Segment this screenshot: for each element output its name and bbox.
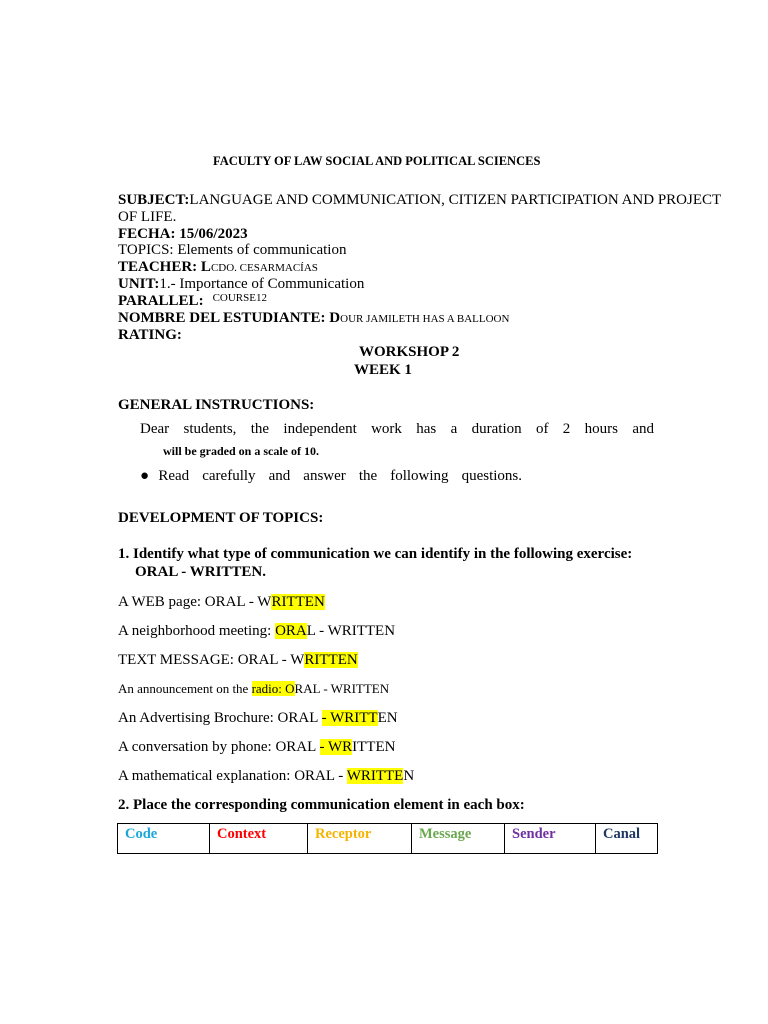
student-value: OUR JAMILETH HAS A BALLOON — [340, 313, 510, 325]
subject-value: LANGUAGE AND COMMUNICATION, CITIZEN PARTICIPATION AND PROJECT — [189, 192, 722, 208]
highlight-mark: RITTEN — [304, 652, 358, 668]
highlight-mark: ORA — [275, 623, 307, 639]
date-line: FECHA: 15/06/2023 — [118, 226, 248, 242]
teacher-value: CDO. CESARMACÍAS — [210, 262, 318, 274]
question-1-line-2: ORAL - WRITTEN. — [135, 564, 267, 580]
faculty-title: FACULTY OF LAW SOCIAL AND POLITICAL SCIENCES — [213, 154, 541, 168]
teacher-line — [118, 259, 318, 277]
answer-item: TEXT MESSAGE: ORAL - WRITTEN — [118, 652, 358, 668]
workshop-week: WEEK 1 — [354, 362, 412, 378]
table-cell-sender[interactable]: Sender — [505, 824, 596, 854]
student-label: NOMBRE DEL ESTUDIANTE: D — [118, 310, 341, 326]
answer-item: An Advertising Brochure: ORAL - WRITTEN — [118, 710, 398, 726]
development-heading: DEVELOPMENT OF TOPICS: — [118, 510, 324, 526]
instructions-bullet: ●Read carefully and answer the following questions. — [140, 468, 522, 484]
answer-item: A neighborhood meeting: ORAL - WRITTEN — [118, 623, 396, 639]
highlight-mark: WRITTE — [346, 768, 404, 784]
highlight-mark: - WR — [319, 739, 353, 755]
elements-table — [117, 823, 658, 854]
answer-item: A WEB page: ORAL - WRITTEN — [118, 594, 325, 610]
student-line — [118, 310, 509, 328]
unit-label: UNIT: — [118, 276, 160, 292]
rating-label: RATING: — [118, 327, 182, 343]
table-cell-receptor[interactable]: Receptor — [308, 824, 412, 854]
unit-line — [118, 276, 364, 293]
parallel-line — [118, 293, 267, 311]
subject-line-2: OF LIFE. — [118, 209, 177, 225]
answer-item: A mathematical explanation: ORAL - WRITTEN — [118, 768, 415, 784]
table-cell-message[interactable]: Message — [412, 824, 505, 854]
table-cell-context[interactable]: Context — [210, 824, 308, 854]
answer-item: An announcement on the radio: ORAL - WRITTEN — [118, 681, 390, 696]
parallel-value: COURSE12 — [212, 292, 267, 304]
parallel-label: PARALLEL: — [118, 293, 204, 309]
highlight-mark: RITTEN — [271, 594, 325, 610]
table-cell-canal[interactable]: Canal — [596, 824, 658, 854]
instructions-line-1: Dear students, the independent work has a duration of 2 hours and — [140, 421, 654, 437]
table-cell-code[interactable]: Code — [118, 824, 210, 854]
instructions-line-2: will be graded on a scale of 10. — [163, 444, 319, 458]
workshop-title: WORKSHOP 2 — [359, 344, 460, 360]
table-row — [118, 824, 658, 854]
topics-line: TOPICS: Elements of communication — [118, 242, 347, 258]
question-2-heading: 2. Place the corresponding communication element in each box: — [118, 797, 525, 813]
instructions-heading: GENERAL INSTRUCTIONS: — [118, 397, 315, 413]
answer-item: A conversation by phone: ORAL - WRITTEN — [118, 739, 396, 755]
highlight-mark: radio: O — [251, 681, 295, 696]
teacher-label: TEACHER: L — [118, 259, 211, 275]
subject-line — [118, 192, 721, 209]
question-1-line-1: 1. Identify what type of communication we can identify in the following exercise: — [118, 546, 633, 562]
subject-label: SUBJECT: — [118, 192, 190, 208]
unit-value: 1.- Importance of Communication — [159, 276, 365, 292]
highlight-mark: - WRITT — [321, 710, 378, 726]
